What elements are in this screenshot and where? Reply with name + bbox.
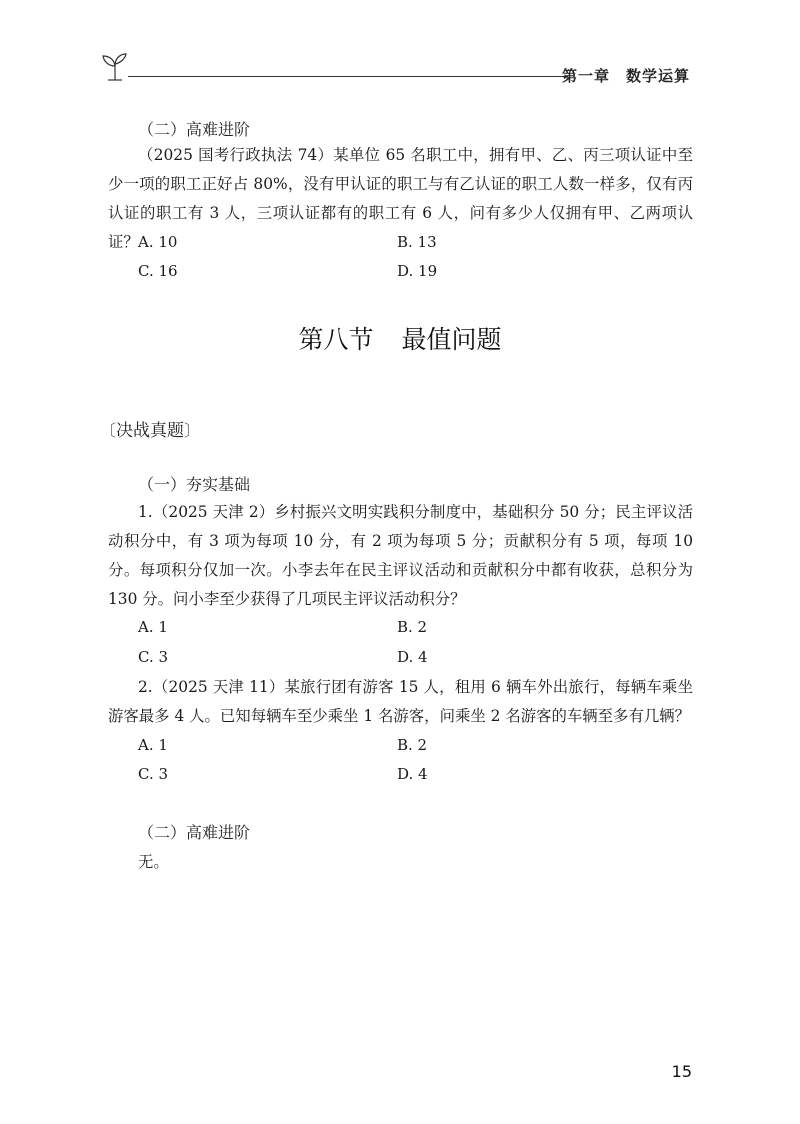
q1-option-a: A. 1 — [138, 618, 168, 636]
header-rule — [128, 76, 568, 77]
option-a-prev: A. 10 — [138, 233, 178, 251]
q2-option-c: C. 3 — [138, 765, 169, 783]
q2-option-b: B. 2 — [397, 736, 428, 754]
sprout-icon — [100, 50, 130, 84]
bracket-close: 〕 — [184, 421, 201, 440]
basics-heading: （一）夯实基础 — [138, 475, 251, 494]
section-number: 第八节 — [298, 325, 374, 354]
q2-option-d: D. 4 — [397, 765, 428, 783]
page-number: 15 — [671, 1062, 692, 1081]
advanced-prev-heading: （二）高难进阶 — [138, 120, 251, 139]
question-2-text: 2.（2025 天津 11）某旅行团有游客 15 人，租用 6 辆车外出旅行，每辆车乘坐游客最多 4 人。已知每辆车至少乘坐 1 名游客，问乘坐 2 名游客的车辆至多有几辆？ — [108, 678, 693, 725]
q2-option-a: A. 1 — [138, 736, 168, 754]
option-d-prev: D. 19 — [397, 262, 438, 280]
chapter-title: 第一章 数学运算 — [561, 67, 690, 85]
q1-option-c: C. 3 — [138, 648, 169, 666]
option-c-prev: C. 16 — [138, 262, 178, 280]
q1-option-d: D. 4 — [397, 648, 428, 666]
bracket-heading — [100, 416, 200, 441]
bracket-open: 〔 — [100, 421, 117, 440]
question-1-text: 1.（2025 天津 2）乡村振兴文明实践积分制度中，基础积分 50 分；民主评议活动积分中，有 3 项为每项 10 分，有 2 项为每项 5 分；贡献积分有 5 项，每项 10 分。每项积分仅加一次。小李去年在民主评议活动和贡献积分中都有收获，总积分为 130 分。问小李至少获得了几项民主评议活动积分？ — [108, 503, 693, 608]
section-title — [0, 320, 800, 356]
question-text-prev: （2025 国考行政执法 74）某单位 65 名职工中，拥有甲、乙、丙三项认证中至少一项的职工正好占 80%，没有甲认证的职工与有乙认证的职工人数一样多，仅有丙认证的职工有 3 人，三项认证都有的职工有 6 人，问有多少人仅拥有甲、乙两项认证？ — [108, 146, 693, 251]
section-name: 最值问题 — [401, 325, 502, 354]
option-b-prev: B. 13 — [397, 233, 437, 251]
advanced-content: 无。 — [138, 853, 169, 871]
advanced-heading: （二）高难进阶 — [138, 823, 251, 842]
bracket-heading-text: 决战真题 — [116, 421, 185, 441]
q1-option-b: B. 2 — [397, 618, 428, 636]
running-header — [100, 50, 700, 90]
